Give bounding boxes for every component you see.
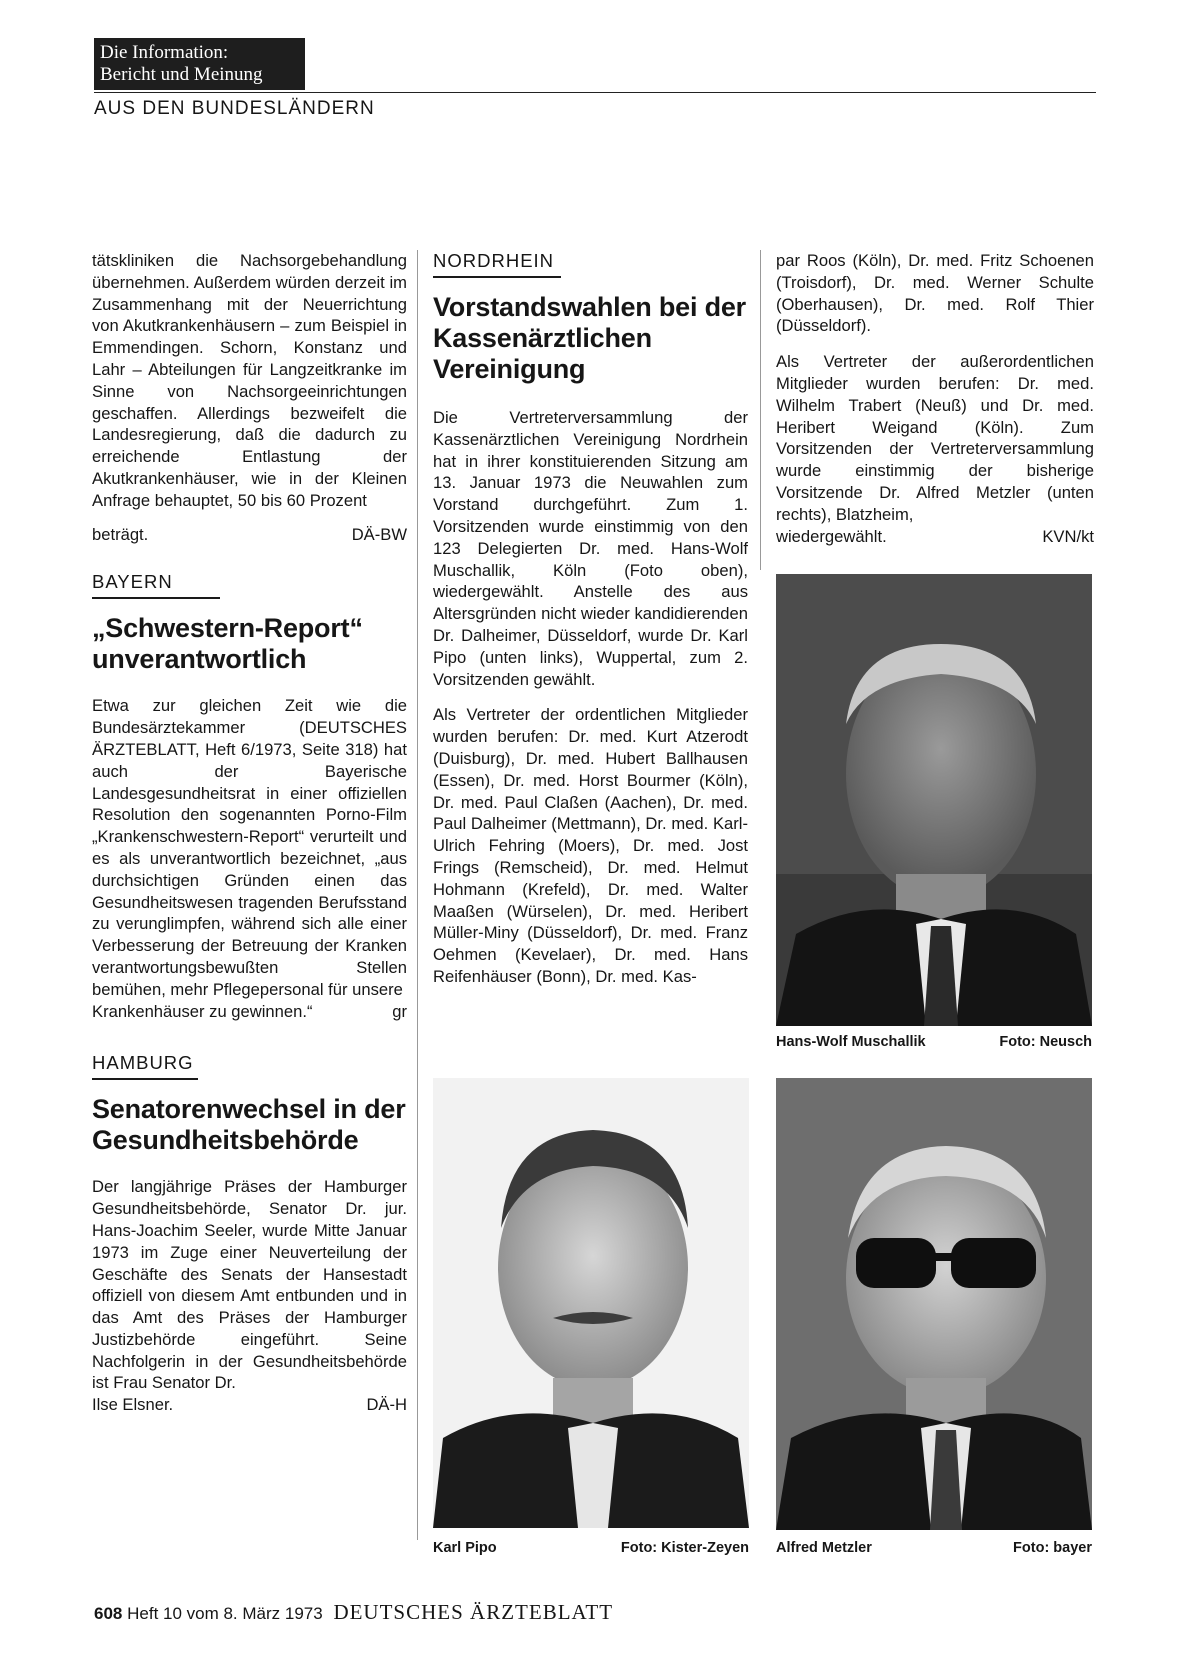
- bayern-tag-rule: [92, 597, 220, 599]
- hamburg-section: [92, 1052, 407, 1416]
- page-footer: [94, 1600, 613, 1625]
- col3-end: [776, 526, 1094, 548]
- bayern-signature: gr: [392, 1001, 407, 1021]
- intro-end: [92, 524, 407, 546]
- caption-pipo-credit: Foto: Kister-Zeyen: [620, 1540, 749, 1556]
- magazine-name: DEUTSCHES ÄRZTEBLATT: [333, 1600, 614, 1624]
- bayern-section: [92, 571, 407, 1022]
- col3-signature: KVN/kt: [1042, 526, 1094, 546]
- section-heading: AUS DEN BUNDESLÄNDERN: [94, 98, 375, 119]
- rubric-box: [94, 38, 305, 90]
- col3-para-2: Als Vertreter der außerordentlichen Mitglieder wurden berufen: Dr. med. Wilhelm Trabert (Neuß) und Dr. med. Heribert Weigand (Köln). Zum Vorsitzenden der Vertreterversammlung wurde einstimmig der bisherige Vorsitzende Dr. Alfred Metzler (unten rechts), Blatzheim,: [776, 352, 1094, 524]
- caption-metzler: [776, 1540, 1092, 1556]
- column-divider-2: [760, 250, 761, 570]
- caption-muschallik-name: Hans-Wolf Muschallik: [776, 1034, 926, 1050]
- photo-metzler: [776, 1078, 1092, 1530]
- caption-metzler-credit: Foto: bayer: [1013, 1540, 1092, 1556]
- nordrhein-para-1: Die Vertreterversammlung der Kassenärztlichen Vereinigung Nordrhein hat in ihrer konstituierenden Sitzung am 13. Januar 1973 die Neuwahlen zum Vorstand durchgeführt. Zum 1. Vorsitzenden wurde einstimmig von den 123 Delegierten Dr. med. Hans-Wolf Muschallik, Köln (Foto oben), wiedergewählt. Anstelle des aus Altersgründen nicht wieder kandidierenden Dr. Dalheimer, Düsseldorf, wurde Dr. Karl Pipo (unten links), Wuppertal, zum 2. Vorsitzenden gewählt.: [433, 408, 748, 689]
- hamburg-tag-rule: [92, 1078, 198, 1080]
- hamburg-text: Der langjährige Präses der Hamburger Gesundheitsbehörde, Senator Dr. jur. Hans-Joachim Seeler, wurde Mitte Januar 1973 im Zuge einer Neuverteilung der Geschäfte des Senats der Hansestadt offiziell von diesem Amt entbunden und in das Amt des Präses der Hamburger Justizbehörde eingeführt. Seine Nachfolgerin in der Gesundheitsbehörde ist Frau Senator Dr.: [92, 1177, 407, 1393]
- hamburg-tag: HAMBURG: [92, 1052, 194, 1074]
- intro-text: tätskliniken die Nachsorgebehandlung übernehmen. Außerdem würden derzeit im Zusammenhang mit der Neuerrichtung von Akutkrankenhäusern – zum Beispiel in Emmendingen. Schorn, Konstanz und Lahr – Abteilungen für Langzeitkranke im Sinne von Nachsorgeeinrichtungen geschaffen. Allerdings bezweifelt die Landesregierung, daß die dadurch zu erreichende Entlastung der Akutkrankenhäuser, wie in der Kleinen Anfrage behauptet, 50 bis 60 Prozent: [92, 251, 407, 510]
- col3-last-line: wiedergewählt.: [776, 526, 887, 546]
- issue-info: Heft 10 vom 8. März 1973: [127, 1604, 323, 1623]
- page-number: 608: [94, 1604, 123, 1623]
- hamburg-last-line: Ilse Elsner.: [92, 1395, 174, 1415]
- hamburg-signature: DÄ-H: [366, 1395, 407, 1415]
- bayern-end: [92, 1001, 407, 1023]
- caption-pipo: [433, 1540, 749, 1556]
- nordrhein-tag-rule: [433, 276, 561, 278]
- intro-last-line: beträgt.: [92, 524, 149, 544]
- column-1: [92, 250, 407, 1416]
- column-divider-1: [417, 250, 418, 1540]
- hamburg-end: [92, 1394, 407, 1416]
- rubric-line-1: Die Information:: [100, 42, 229, 63]
- col3-para-1: par Roos (Köln), Dr. med. Fritz Schoenen (Troisdorf), Dr. med. Werner Schulte (Oberhausen), Dr. med. Rolf Thier (Düsseldorf).: [776, 251, 1094, 336]
- nordrhein-para-2: Als Vertreter der ordentlichen Mitglieder wurden berufen: Dr. med. Kurt Atzerodt (Duisburg), Dr. med. Hubert Ballhausen (Essen), Dr. med. Horst Bourmer (Köln), Dr. med. Paul Claßen (Aachen), Dr. med. Paul Dalheimer (Mettmann), Dr. med. Karl-Ulrich Fehring (Moers), Dr. med. Jost Frings (Remscheid), Dr. med. Helmut Hohmann (Krefeld), Dr. med. Walter Maaßen (Würselen), Dr. med. Heribert Müller-Miny (Düsseldorf), Dr. med. Franz Oehmen (Kevelaer), Dr. med. Hans Reifenhäuser (Bonn), Dr. med. Kas-: [433, 705, 748, 986]
- column-3: [776, 250, 1094, 547]
- caption-muschallik: [776, 1034, 1092, 1050]
- bayern-headline: „Schwestern-Report“ unverantwortlich: [92, 613, 363, 675]
- nordrhein-tag: NORDRHEIN: [433, 250, 555, 271]
- caption-muschallik-credit: Foto: Neusch: [999, 1034, 1092, 1050]
- hamburg-headline: Senatorenwechsel in der Gesundheitsbehörde: [92, 1094, 406, 1156]
- intro-signature: DÄ-BW: [351, 524, 407, 544]
- column-2: [433, 250, 748, 988]
- bayern-tag: BAYERN: [92, 571, 173, 593]
- header-rule: [94, 92, 1096, 93]
- rubric-line-2: Bericht und Meinung: [100, 64, 263, 85]
- photo-muschallik: [776, 574, 1092, 1026]
- caption-metzler-name: Alfred Metzler: [776, 1540, 872, 1556]
- photo-pipo: [433, 1078, 749, 1528]
- caption-pipo-name: Karl Pipo: [433, 1540, 497, 1556]
- bayern-text: Etwa zur gleichen Zeit wie die Bundesärztekammer (DEUTSCHES ÄRZTEBLATT, Heft 6/1973, Seite 318) hat auch der Bayerische Landesgesundheitsrat in einer offiziellen Resolution den sogenannten Porno-Film „Krankenschwestern-Report“ verurteilt und es als unverantwortlich bezeichnet, „aus durchsichtigen Gründen einen das Gesundheitswesen tragenden Berufsstand zu verunglimpfen, während sich alle einer Verbesserung der Betreuung der Kranken verantwortungsbewußten Stellen bemühen, mehr Pflegepersonal für unsere: [92, 696, 407, 999]
- bayern-last-line: Krankenhäuser zu gewinnen.“: [92, 1001, 313, 1021]
- nordrhein-headline: Vorstandswahlen bei der Kassenärztlichen Vereinigung: [433, 292, 746, 384]
